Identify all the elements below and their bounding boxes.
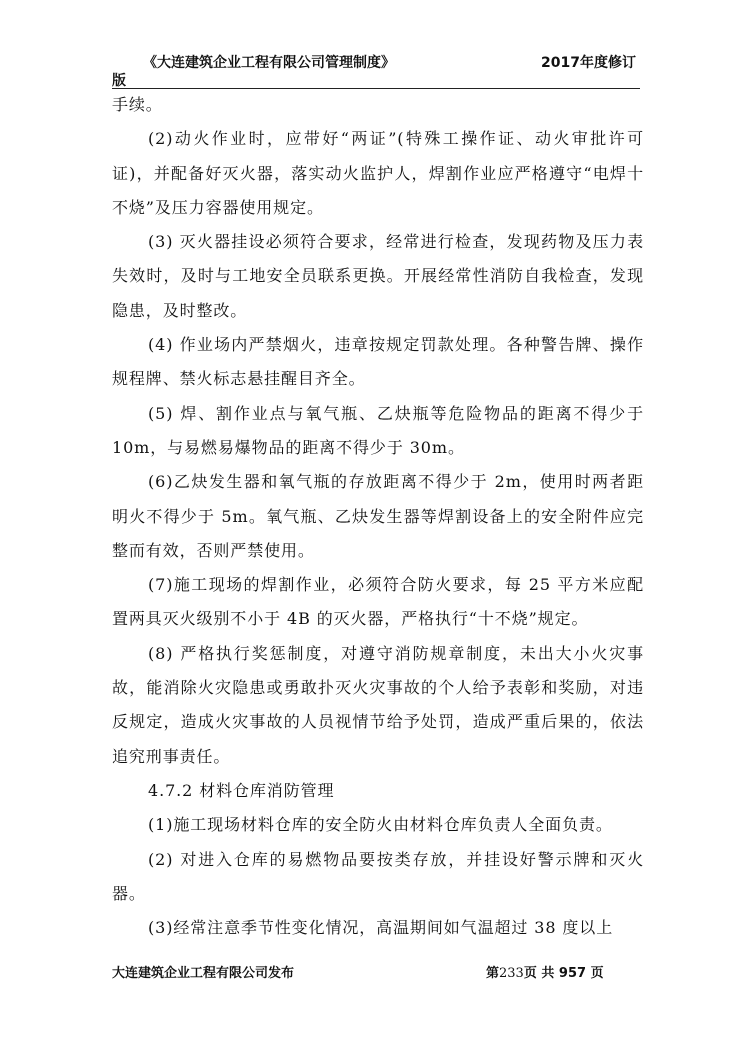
paragraph: (1)施工现场材料仓库的安全防火由材料仓库负责人全面负责。 [148, 815, 613, 835]
paragraph: (7)施工现场的焊割作业，必须符合防火要求，每 25 平方米应配置两具灭火级别不小于 4B 的灭火器，严格执行“十不烧”规定。 [112, 575, 644, 629]
header-edition-continuation: 版 [112, 73, 126, 89]
paragraph: (5) 焊、割作业点与氧气瓶、乙炔瓶等危险物品的距离不得少于 10m，与易燃易爆物品的距离不得少于 30m。 [112, 403, 644, 457]
page-current: 233 [499, 966, 524, 981]
paragraph: 手续。 [112, 95, 163, 114]
paragraph: (3)经常注意季节性变化情况，高温期间如气温超过 38 度以上 [148, 918, 614, 938]
header-title: 《大连建筑企业工程有限公司管理制度》 [143, 55, 395, 71]
footer-publisher: 大连建筑企业工程有限公司发布 [112, 966, 295, 981]
paragraph: (8) 严格执行奖惩制度，对遵守消防规章制度，未出大小火灾事故，能消除火灾隐患或勇敢扑灭火灾事故的个人给予表彰和奖励，对违反规定，造成火灾事故的人员视情节给予处罚，造成严重后果的，依法追究刑事责任。 [112, 643, 644, 766]
page-mid: 页 共 [523, 966, 555, 981]
page-prefix: 第 [486, 966, 500, 981]
section-heading: 4.7.2 材料仓库消防管理 [148, 780, 335, 800]
page-suffix: 页 [590, 966, 604, 981]
page-total: 957 [558, 966, 587, 981]
paragraph: (6)乙炔发生器和氧气瓶的存放距离不得少于 2m，使用时两者距明火不得少于 5m。氧气瓶、乙炔发生器等焊割设备上的安全附件应完整而有效，否则严禁使用。 [112, 472, 644, 560]
paragraph: (4) 作业场内严禁烟火，违章按规定罚款处理。各种警告牌、操作规程牌、禁火标志悬挂醒目齐全。 [112, 335, 644, 389]
paragraph: (3) 灭火器挂设必须符合要求，经常进行检查，发现药物及压力表失效时，及时与工地安全员联系更换。开展经常性消防自我检查，发现隐患，及时整改。 [112, 232, 644, 320]
footer-page-number [486, 962, 604, 981]
paragraph: (2) 对进入仓库的易燃物品要按类存放，并挂设好警示牌和灭火器。 [112, 849, 644, 903]
paragraph: (2)动火作业时，应带好“两证”(特殊工操作证、动火审批许可证)，并配备好灭火器，落实动火监护人，焊割作业应严格遵守“电焊十不烧”及压力容器使用规定。 [112, 129, 644, 217]
header-edition: 2017年度修订 [541, 55, 636, 71]
document-body [112, 88, 644, 945]
